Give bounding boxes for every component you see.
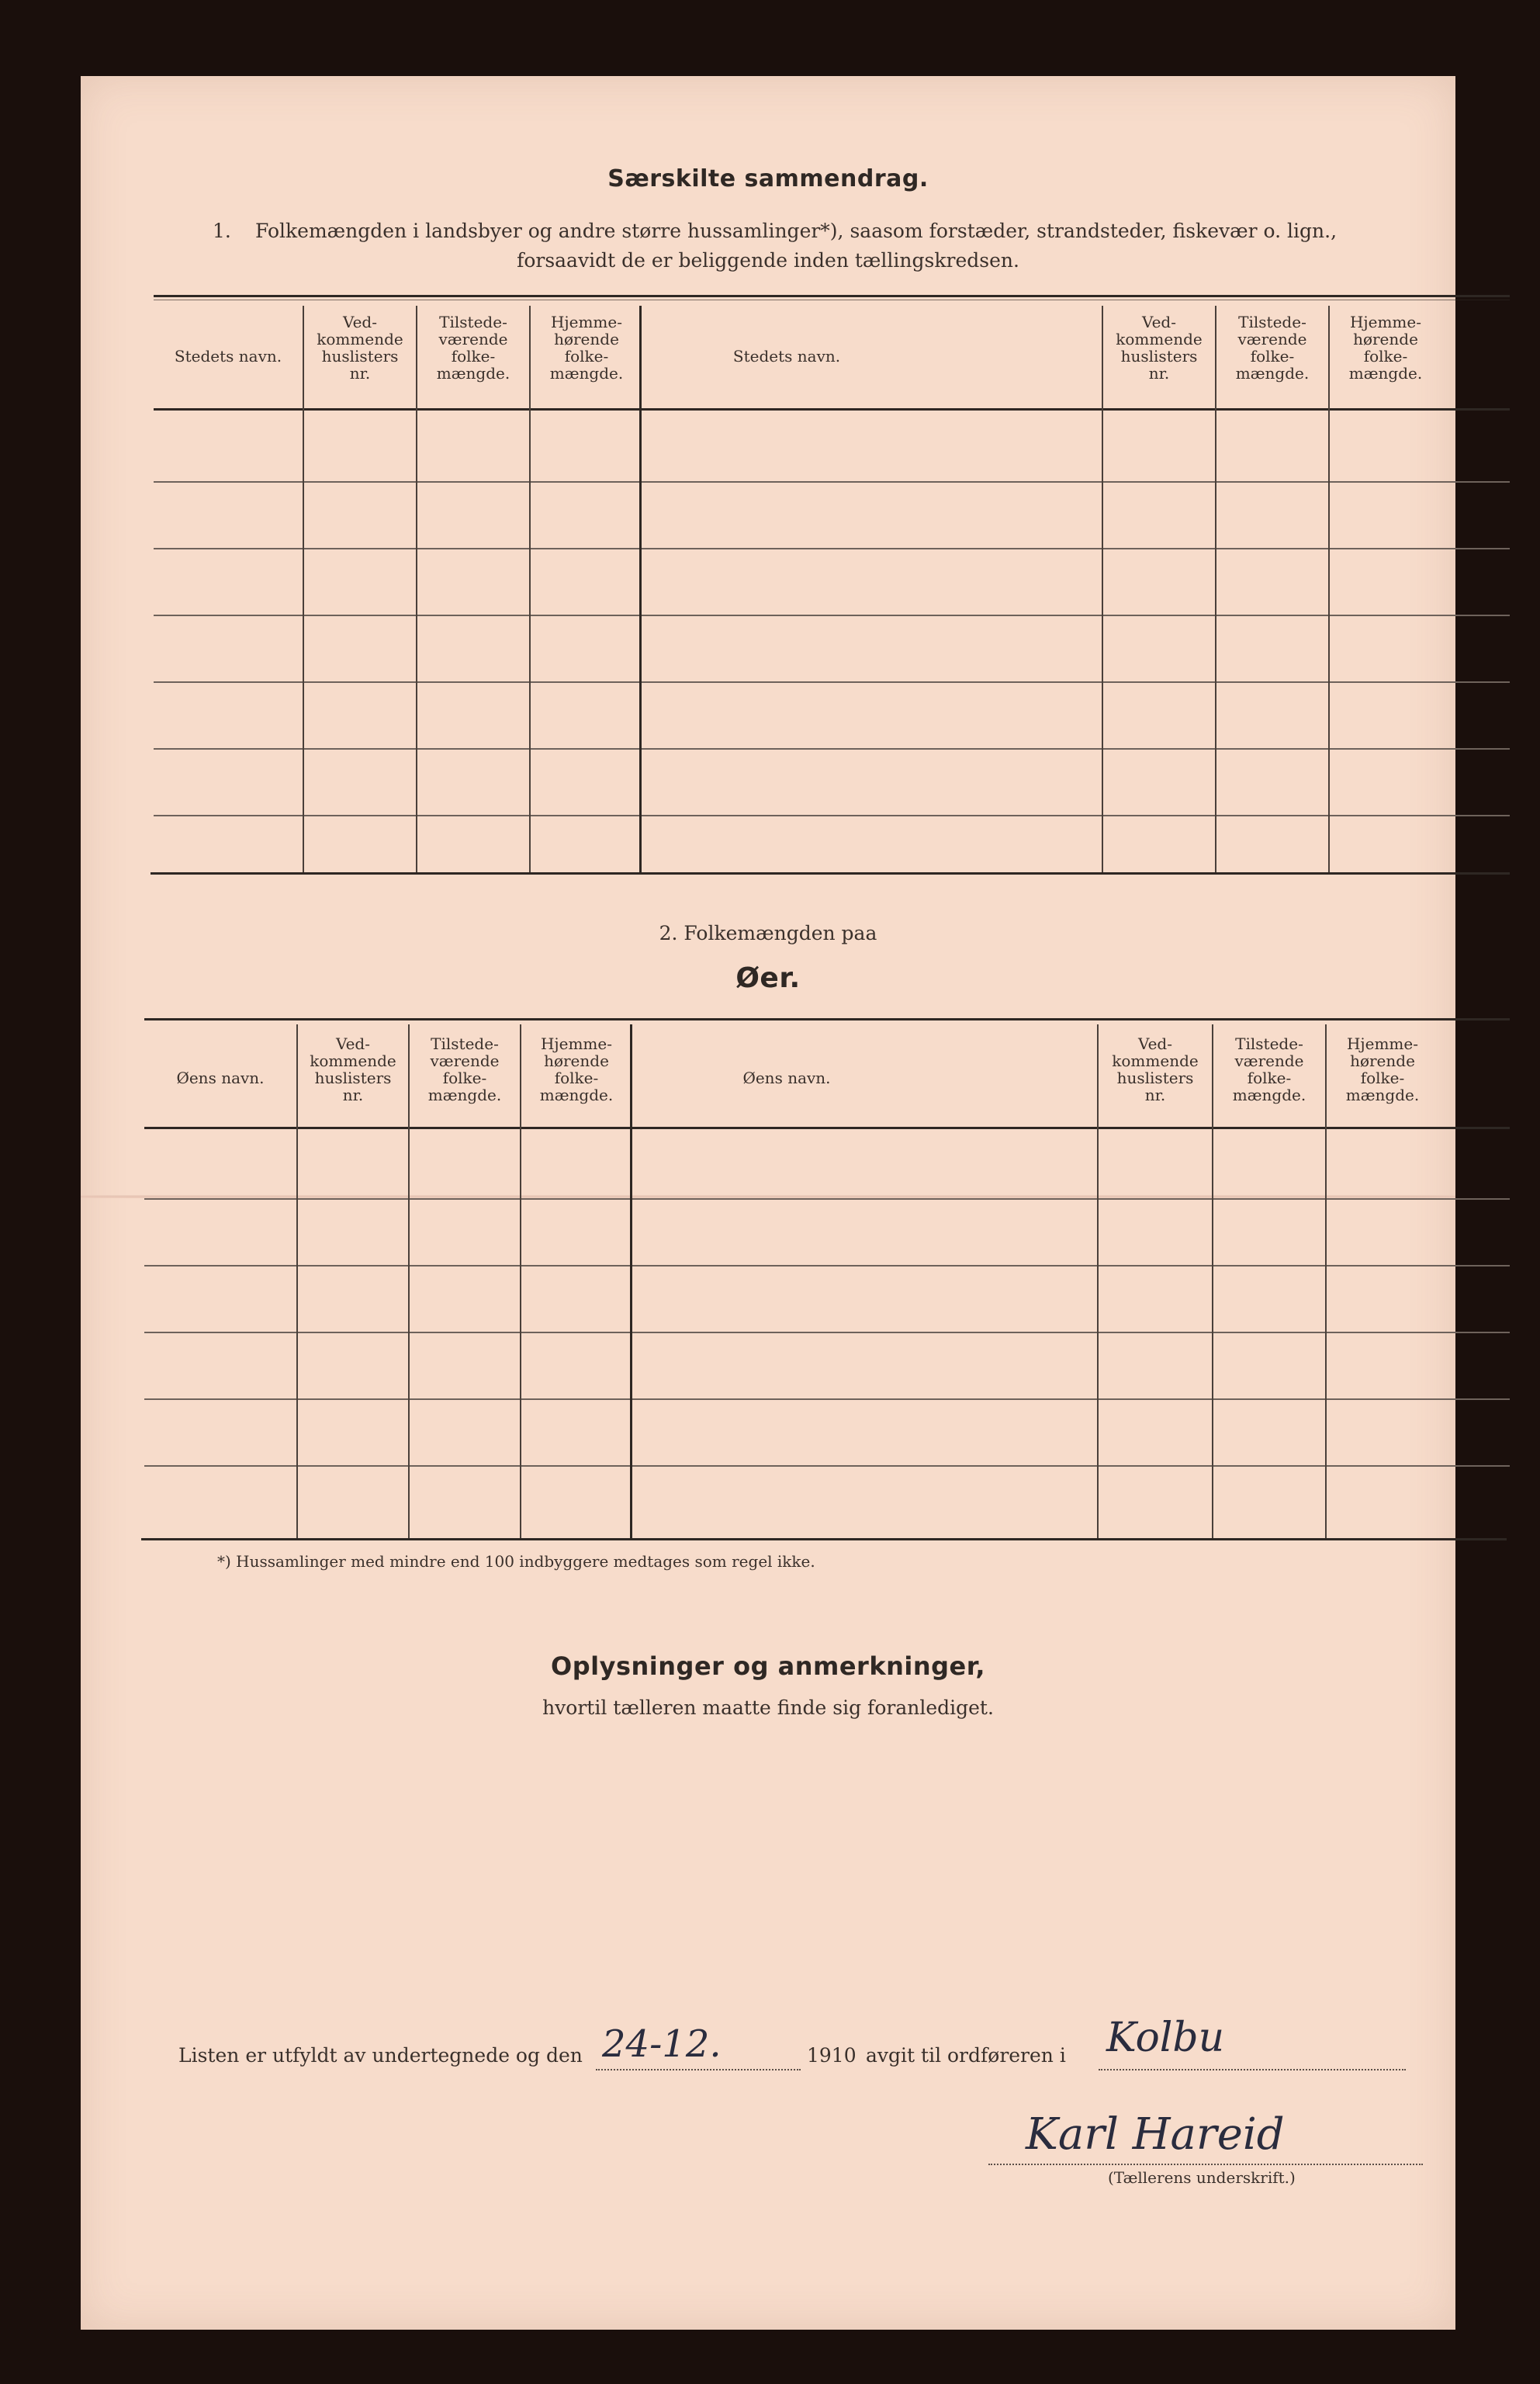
col-header-oens-navn-right: Øens navn. bbox=[742, 1069, 831, 1087]
section1-number: 1. bbox=[213, 220, 231, 242]
col-header-stedets-navn-left: Stedets navn. bbox=[174, 347, 282, 366]
col-header-huslister-left: Ved- kommende huslisters nr. bbox=[317, 313, 403, 383]
col-header-tilstede-right: Tilstede- værende folke- mængde. bbox=[1235, 313, 1310, 383]
section1-line2: forsaavidt de er beliggende inden tællingskredsen. bbox=[517, 249, 1019, 272]
col-header-oer-hjemme-right: Hjemme- hørende folke- mængde. bbox=[1345, 1034, 1420, 1104]
col-header-oer-tilstede-left: Tilstede- værende folke- mængde. bbox=[427, 1034, 502, 1104]
signature-prefix: Listen er utfyldt av undertegnede og den bbox=[178, 2044, 583, 2067]
col-header-stedets-navn-right: Stedets navn. bbox=[732, 347, 841, 366]
section1-line1: Folkemængden i landsbyer og andre større hussamlinger*), saasom forstæder, strandsteder, fiskevær o. lign., bbox=[255, 220, 1338, 242]
handwritten-signature: Karl Hareid bbox=[1026, 2109, 1285, 2160]
section2-title: Øer. bbox=[735, 962, 801, 994]
col-header-tilstede-left: Tilstede- værende folke- mængde. bbox=[436, 313, 510, 383]
section2-subtitle: 2. Folkemængden paa bbox=[659, 922, 877, 944]
col-header-oer-huslister-right: Ved- kommende huslisters nr. bbox=[1112, 1034, 1199, 1104]
section1-title: Særskilte sammendrag. bbox=[607, 165, 929, 192]
signature-caption: (Tællerens underskrift.) bbox=[1108, 2168, 1296, 2187]
col-header-huslister-right: Ved- kommende huslisters nr. bbox=[1116, 313, 1203, 383]
col-header-hjemme-right: Hjemme- hørende folke- mængde. bbox=[1348, 313, 1423, 383]
signature-year: 1910 bbox=[807, 2044, 857, 2067]
handwritten-place: Kolbu bbox=[1106, 2015, 1225, 2061]
col-header-oer-huslister-left: Ved- kommende huslisters nr. bbox=[310, 1034, 396, 1104]
footnote: *) Hussamlinger med mindre end 100 indbyggere medtages som regel ikke. bbox=[217, 1552, 815, 1571]
col-header-oer-tilstede-right: Tilstede- værende folke- mængde. bbox=[1232, 1034, 1306, 1104]
remarks-subtitle: hvortil tælleren maatte finde sig foranlediget. bbox=[542, 1696, 994, 1719]
signature-middle: avgit til ordføreren i bbox=[866, 2044, 1066, 2067]
handwritten-date: 24-12. bbox=[602, 2022, 722, 2066]
col-header-oer-hjemme-left: Hjemme- hørende folke- mængde. bbox=[539, 1034, 614, 1104]
remarks-title: Oplysninger og anmerkninger, bbox=[551, 1651, 985, 1681]
census-form-page bbox=[81, 76, 1455, 2330]
col-header-oens-navn-left: Øens navn. bbox=[176, 1069, 265, 1087]
col-header-hjemme-left: Hjemme- hørende folke- mængde. bbox=[549, 313, 624, 383]
